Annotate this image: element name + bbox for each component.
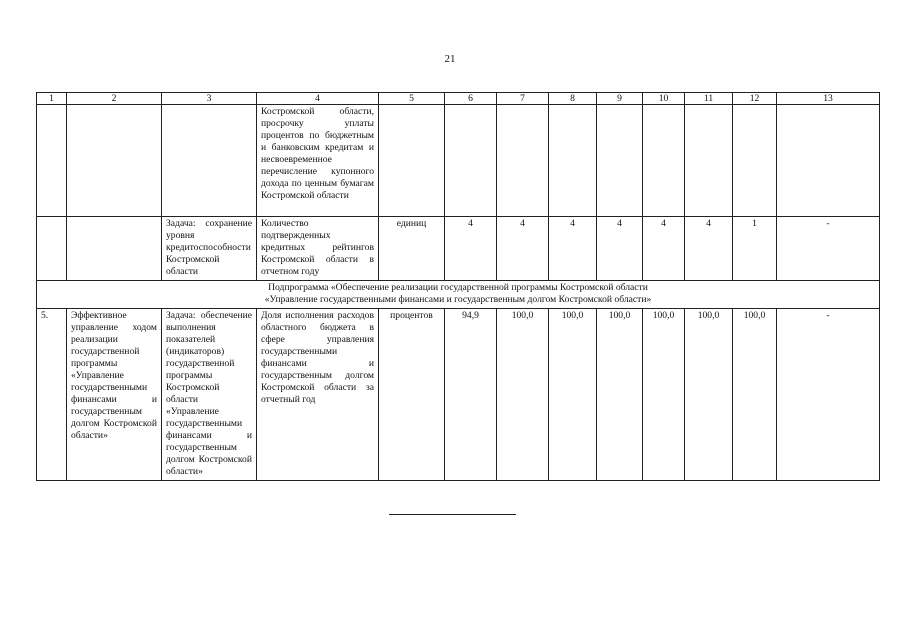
col-header-5: 5	[379, 93, 445, 105]
col-header-12: 12	[733, 93, 777, 105]
col-header-13: 13	[777, 93, 880, 105]
cell-empty	[597, 105, 643, 217]
cell-empty	[643, 105, 685, 217]
footer-divider	[389, 514, 516, 515]
task-cell: Задача: обеспечение выполнения показателей (индикаторов) государственной программы Костромской области «Управление государственными финансами и государственным долгом Костромской области»	[162, 309, 257, 481]
value-col12: 1	[733, 217, 777, 281]
col-header-1: 1	[37, 93, 67, 105]
value-col7: 100,0	[497, 309, 549, 481]
col-header-2: 2	[67, 93, 162, 105]
value-col6: 94,9	[445, 309, 497, 481]
value-col13: -	[777, 309, 880, 481]
col-header-3: 3	[162, 93, 257, 105]
subprogram-row	[37, 281, 880, 309]
cell-empty	[497, 105, 549, 217]
col-header-8: 8	[549, 93, 597, 105]
subprogram-title-line2: «Управление государственными финансами и государственным долгом Костромской области»	[264, 294, 652, 305]
indicator-continuation: Костромской области, просрочку уплаты процентов по бюджетным и банковским кредитам и несвоевременное перечисление купонного дохода по ценным бумагам Костромской области	[257, 105, 379, 217]
value-col10: 100,0	[643, 309, 685, 481]
value-col11: 4	[685, 217, 733, 281]
table-row-continuation	[37, 105, 880, 217]
table-row-5	[37, 309, 880, 481]
value-col10: 4	[643, 217, 685, 281]
cell-empty	[67, 105, 162, 217]
value-col12: 100,0	[733, 309, 777, 481]
value-col11: 100,0	[685, 309, 733, 481]
subprogram-title-line1: Подпрограмма «Обеспечение реализации государственной программы Костромской области	[268, 282, 648, 293]
cell-empty	[549, 105, 597, 217]
col-header-9: 9	[597, 93, 643, 105]
unit-cell: единиц	[379, 217, 445, 281]
task-cell: Задача: сохранение уровня кредитоспособности Костромской области	[162, 217, 257, 281]
goal-cell: Эффективное управление ходом реализации государственной программы «Управление государственными финансами и государственным долгом Костромской области»	[67, 309, 162, 481]
value-col6: 4	[445, 217, 497, 281]
value-col9: 4	[597, 217, 643, 281]
table-row-ratings	[37, 217, 880, 281]
col-header-11: 11	[685, 93, 733, 105]
value-col9: 100,0	[597, 309, 643, 481]
column-number-row	[37, 93, 880, 105]
indicator-cell: Количество подтвержденных кредитных рейтингов Костромской области в отчетном году	[257, 217, 379, 281]
col-header-6: 6	[445, 93, 497, 105]
value-col8: 4	[549, 217, 597, 281]
value-col8: 100,0	[549, 309, 597, 481]
cell-empty	[777, 105, 880, 217]
col-header-4: 4	[257, 93, 379, 105]
indicator-cell: Доля исполнения расходов областного бюджета в сфере управления государственными финансами и государственным долгом Костромской области за отчетный год	[257, 309, 379, 481]
cell-empty	[379, 105, 445, 217]
page-number: 21	[444, 53, 456, 65]
cell-empty	[162, 105, 257, 217]
cell-empty	[733, 105, 777, 217]
cell-empty	[67, 217, 162, 281]
cell-empty	[37, 217, 67, 281]
col-header-10: 10	[643, 93, 685, 105]
col-header-7: 7	[497, 93, 549, 105]
subprogram-title	[37, 281, 880, 309]
cell-empty	[685, 105, 733, 217]
cell-empty	[37, 105, 67, 217]
indicators-table	[36, 92, 880, 481]
value-col7: 4	[497, 217, 549, 281]
value-col13: -	[777, 217, 880, 281]
unit-cell: процентов	[379, 309, 445, 481]
row-number: 5.	[37, 309, 67, 481]
cell-empty	[445, 105, 497, 217]
